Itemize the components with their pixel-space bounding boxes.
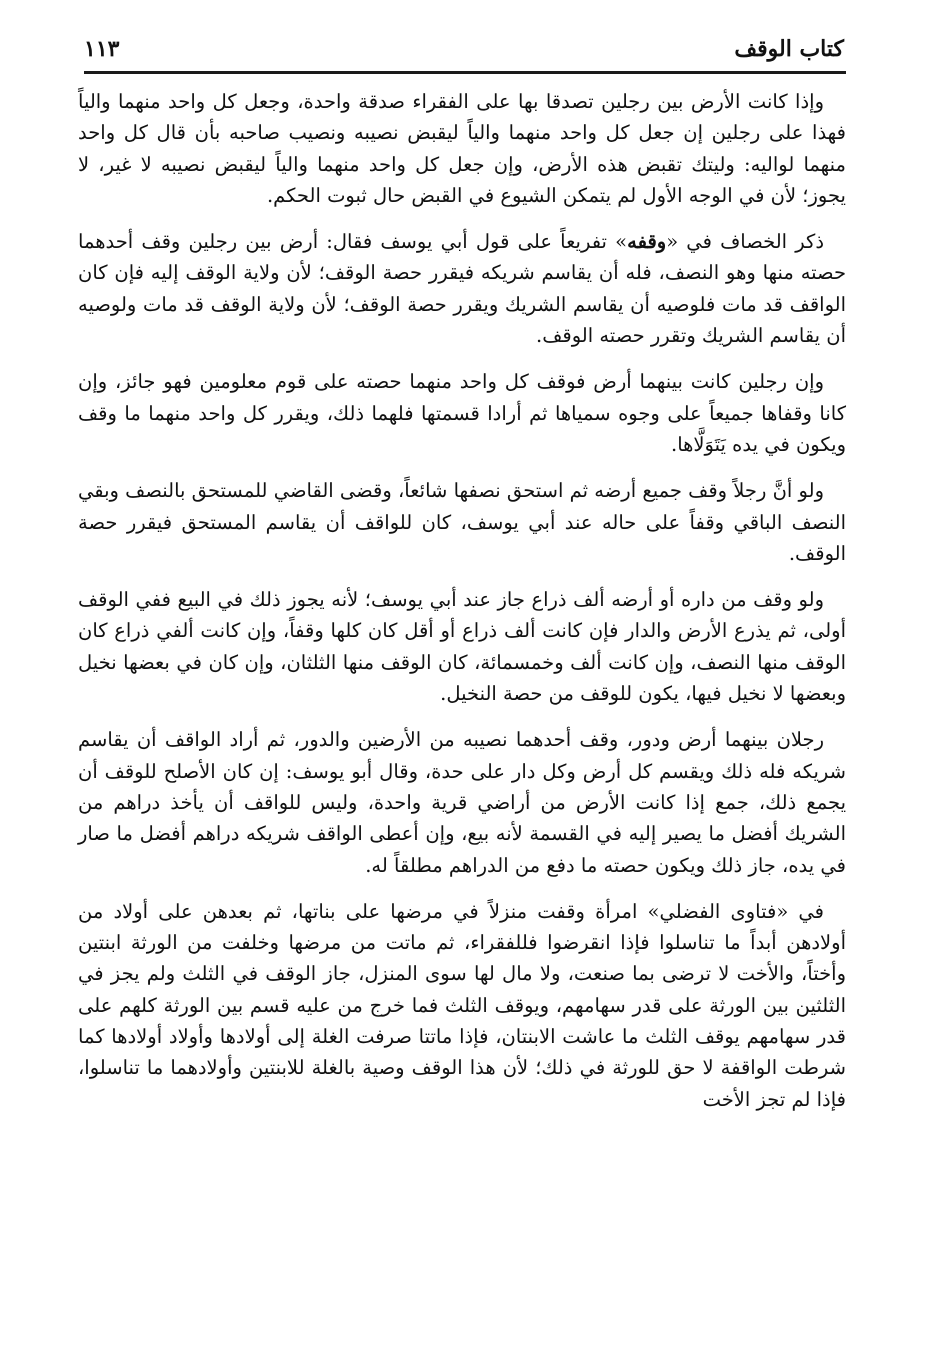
paragraph-7 xyxy=(78,896,846,1115)
paragraph-2-intro: ذكر الخصاف في « xyxy=(666,230,825,254)
running-header xyxy=(84,30,844,70)
main-text xyxy=(78,86,846,1130)
paragraph-7-intro: في « xyxy=(776,899,824,923)
paragraph-3: وإن رجلين كانت بينهما أرض فوقف كل واحد منهما حصته على قوم معلومين فهو جائز، وإن كانا وقفاها جميعاً على وجوه سمياها ثم أرادا قسمتها فلهما ذلك، ويقرر كل واحد منهما ما وقف ويكون في يده يَتَوَلَّاها. xyxy=(78,370,846,456)
page-number: ١١٣ xyxy=(84,36,120,62)
paragraph-2 xyxy=(78,226,846,351)
header-divider xyxy=(84,71,846,74)
cited-work-fatawa: فتاوى الفضلي xyxy=(659,899,777,923)
paragraph-7-body: » امرأة وقفت منزلاً في مرضها على بناتها، ثم بعدهن على أولاد من أولادهن أبداً ما تناسلوا فإذا انقرضوا فللفقراء، ثم ماتت من مرضها وخلفت من الورثة ابنتين وأختاً، والأخت لا ترضى بما صنعت، ولا مال لها سوى المنزل، جاز الوقف في الثلث ولم يجز في الثلثين بين الورثة على قدر سهامهم، ويوقف الثلث فما خرج من عليه قسم بين الورثة كلهم على قدر سهامهم يوقف الثلث ما عاشت الابنتان، فإذا ماتتا صرفت الغلة إلى أولادها وأولاد أولادها كما شرطت الواقفة لا حق للورثة في ذلك؛ لأن هذا الوقف وصية بالغلة للابنتين وأولادهما ما تناسلوا، فإذا لم تجز الأخت xyxy=(78,899,846,1111)
cited-work-waqf: وقفه xyxy=(627,230,667,254)
paragraph-5: ولو وقف من داره أو أرضه ألف ذراع جاز عند أبي يوسف؛ لأنه يجوز ذلك في البيع ففي الوقف أولى، ثم يذرع الأرض والدار فإن كانت ألف ذراع أو أقل كان كلها وقفاً، وإن كانت ألفي ذراع كان الوقف منها النصف، وإن كانت ألف وخمسمائة، كان الوقف منها الثلثان، وإن كان في بعضها نخيل وبعضها لا نخيل فيها، يكون للوقف من حصة النخيل. xyxy=(78,588,846,706)
paragraph-2-body: » تفريعاً على قول أبي يوسف فقال: أرض بين رجلين وقف أحدهما حصته منها وهو النصف، فله أن يقاسم شريكه فيقرر حصة الوقف؛ لأن ولاية الوقف إليه فإن كان الواقف قد مات فلوصيه أن يقاسم الشريك ويقرر حصة الوقف؛ لأن ولاية الوقف قد مات ولوصيه أن يقاسم الشريك وتقرر حصته الوقف. xyxy=(78,230,846,348)
paragraph-1: وإذا كانت الأرض بين رجلين تصدقا بها على الفقراء صدقة واحدة، وجعل كل واحد منهما والياً فهذا على رجلين إن جعل كل واحد منهما والياً ليقبض نصيبه ونصيب صاحبه بأن قال كل واحد منهما لواليه: وليتك تقبض هذه الأرض، وإن جعل كل واحد منهما والياً ليقبض نصيبه لا غير، لا يجوز؛ لأن في الوجه الأول لم يتمكن الشيوع في القبض حال ثبوت الحكم. xyxy=(78,90,846,207)
chapter-title: كتاب الوقف xyxy=(734,36,844,62)
paragraph-6: رجلان بينهما أرض ودور، وقف أحدهما نصيبه من الأرضين والدور، ثم أراد الواقف أن يقاسم شريكه فله ذلك ويقسم كل أرض وكل دار على حدة، وقال أبو يوسف: إن كان الأصلح للوقف أن يجمع ذلك، جمع إذا كانت الأرض من أراضي قرية واحدة، وليس للواقف أن يأخذ دراهم من الشريك أفضل ما يصير إليه في القسمة لأنه بيع، وإن أعطى الواقف شريكه دراهم أفضل ما صار في يده، جاز ذلك ويكون حصته ما دفع من الدراهم مطلقاً له. xyxy=(78,728,846,877)
paragraph-4: ولو أنَّ رجلاً وقف جميع أرضه ثم استحق نصفها شائعاً، وقضى القاضي للمستحق بالنصف وبقي النصف الباقي وقفاً على حاله عند أبي يوسف، كان للواقف أن يقاسم المستحق فيقرر حصة الوقف. xyxy=(78,479,846,565)
